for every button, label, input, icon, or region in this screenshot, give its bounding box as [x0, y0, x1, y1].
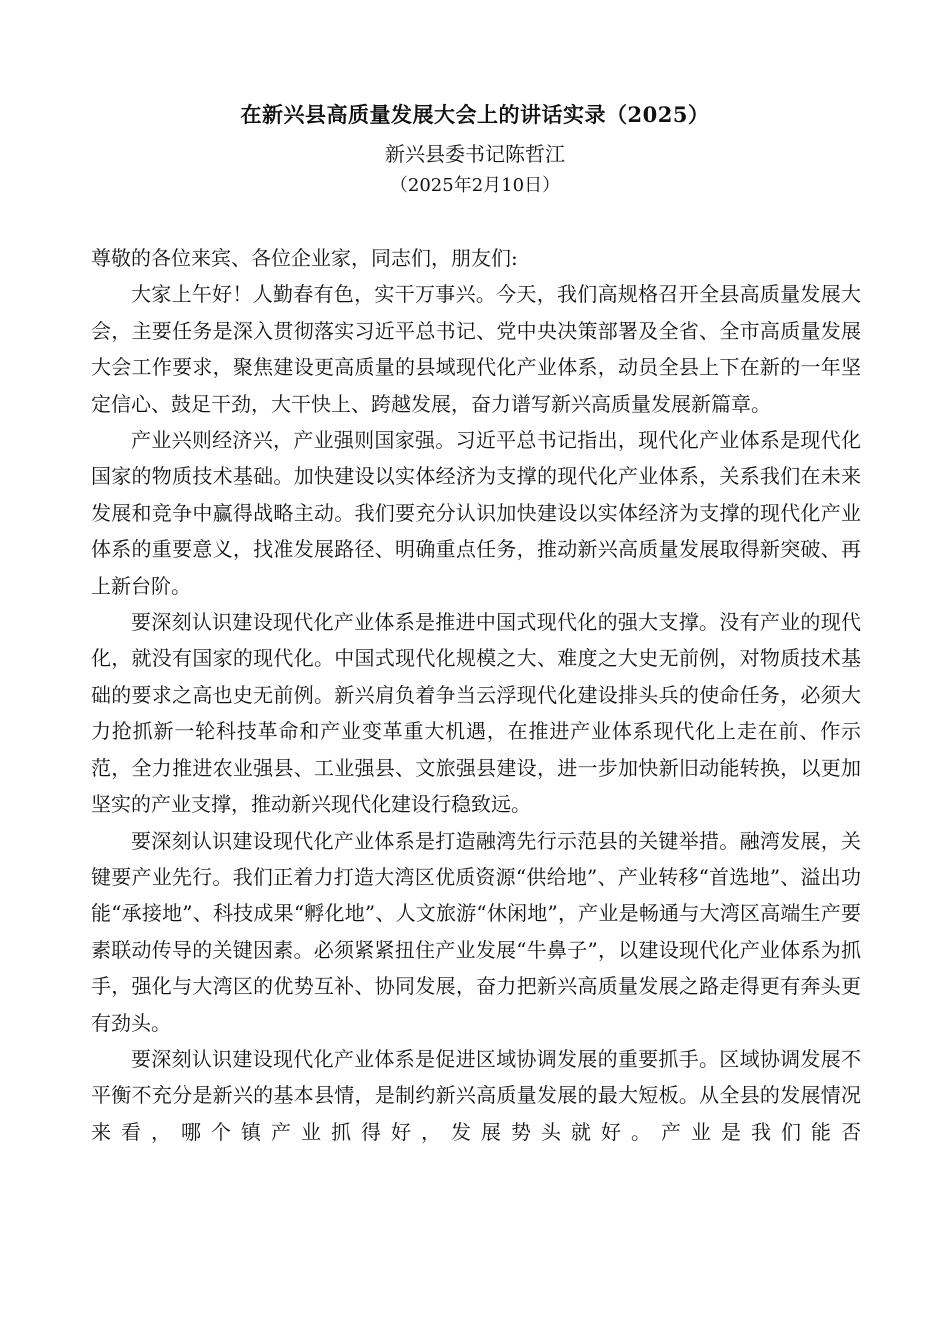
salutation: 尊敬的各位来宾、各位企业家，同志们，朋友们: [91, 246, 518, 270]
document-title: 在新兴县高质量发展大会上的讲话实录（2025） [240, 102, 710, 127]
paragraph-greater-bay-area: 要深刻认识建设现代化产业体系是打造融湾先行示范县的关键举措。融湾发展，关键要产业先行。我们正着力打造大湾区优质资源“供给地”、产业转移“首选地”、溢出功能“承接地”、科技成果“孵化地”、人文旅游“休闲地”，产业是畅通与大湾区高端生产要素联动传导的关键因素。必须紧紧扭住产业发展“牛鼻子”，以建设现代化产业体系为抓手，强化与大湾区的优势互补、协同发展，奋力把新兴高质量发展之路走得更有奔头更有劲头。 [91, 828, 861, 1035]
document-author: 新兴县委书记陈哲江 [385, 142, 565, 166]
document-body [91, 240, 861, 1150]
document-date: （2025年2月10日） [389, 175, 561, 196]
paragraph-regional-coordination: 要深刻认识建设现代化产业体系是促进区域协调发展的重要抓手。区域协调发展不平衡不充分是新兴的基本县情，是制约新兴高质量发展的最大短板。从全县的发展情况来看，哪个镇产业抓得好，发展势头就好。产业是我们能否 [91, 1046, 861, 1144]
paragraph-chinese-modernization: 要深刻认识建设现代化产业体系是推进中国式现代化的强大支撑。没有产业的现代化，就没有国家的现代化。中国式现代化规模之大、难度之大史无前例，对物质技术基础的要求之高也史无前例。新兴肩负着争当云浮现代化建设排头兵的使命任务，必须大力抢抓新一轮科技革命和产业变革重大机遇，在推进产业体系现代化上走在前、作示范，全力推进农业强县、工业强县、文旅强县建设，进一步加快新旧动能转换，以更加坚实的产业支撑，推动新兴现代化建设行稳致远。 [91, 610, 861, 817]
paragraph-industry-importance: 产业兴则经济兴，产业强则国家强。习近平总书记指出，现代化产业体系是现代化国家的物质技术基础。加快建设以实体经济为支撑的现代化产业体系，关系我们在未来发展和竞争中赢得战略主动。我们要充分认识加快建设以实体经济为支撑的现代化产业体系的重要意义，找准发展路径、明确重点任务，推动新兴高质量发展取得新突破、再上新台阶。 [91, 428, 861, 598]
paragraph-opening: 大家上午好！人勤春有色，实干万事兴。今天，我们高规格召开全县高质量发展大会，主要任务是深入贯彻落实习近平总书记、党中央决策部署及全省、全市高质量发展大会工作要求，聚焦建设更高质量的县域现代化产业体系，动员全县上下在新的一年坚定信心、鼓足干劲，大干快上、跨越发展，奋力谱写新兴高质量发展新篇章。 [91, 282, 861, 416]
